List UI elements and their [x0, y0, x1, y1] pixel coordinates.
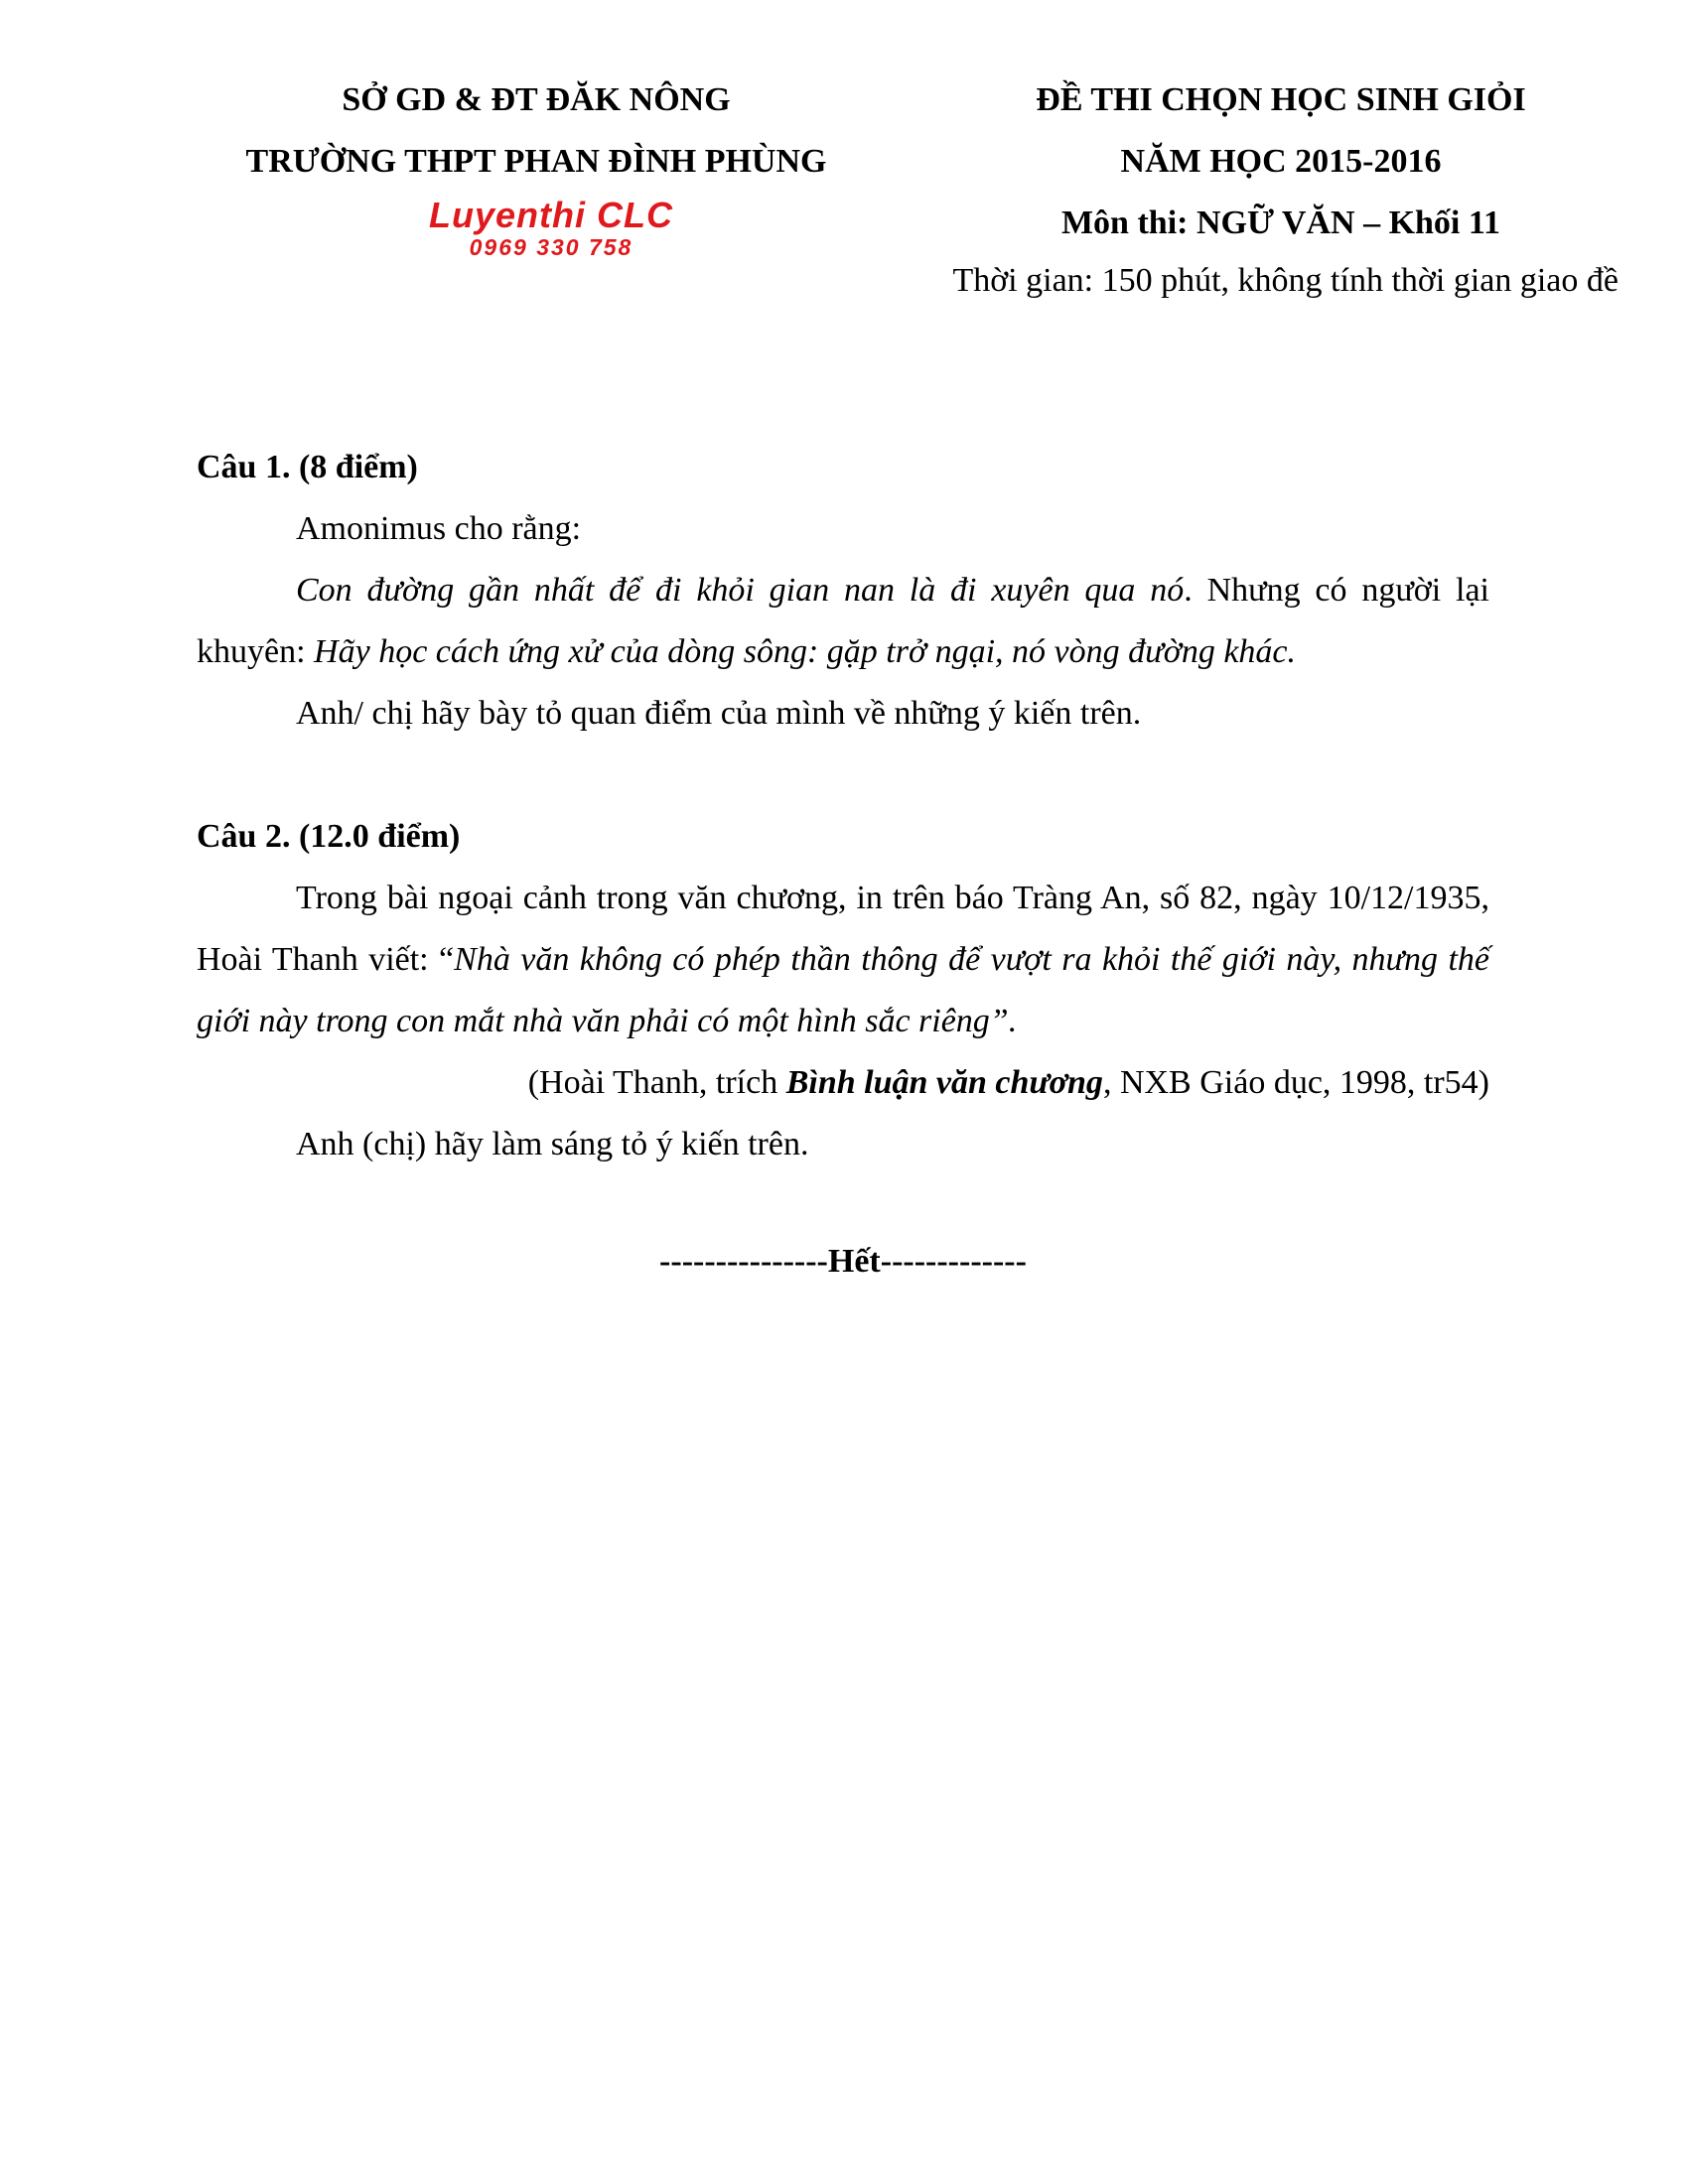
question-1-intro: Amonimus cho rằng: [296, 510, 582, 547]
question-1 [197, 437, 1489, 745]
question-2-title: Câu 2. (12.0 điểm) [197, 818, 461, 855]
exam-title: ĐỀ THI CHỌN HỌC SINH GIỎI [1036, 81, 1526, 118]
subject-line: Môn thi: NGỮ VĂN – Khối 11 [1060, 205, 1501, 241]
end-mark: ---------------Hết------------- [659, 1243, 1027, 1280]
luyenthi-logo [392, 197, 710, 260]
source-suffix: , NXB Giáo dục, 1998, tr54) [1102, 1064, 1489, 1101]
question-2 [197, 806, 1489, 1175]
exam-header [923, 69, 1638, 254]
school-name: TRƯỜNG THPT PHAN ĐÌNH PHÙNG [245, 143, 827, 180]
question-2-intro: Trong bài ngoại cảnh trong văn chương, in trên báo Tràng An, số 82, ngày 10/12/1935, Hoài Thanh viết: “ [197, 880, 1489, 978]
school-year: NĂM HỌC 2015-2016 [1120, 143, 1442, 180]
hoai-thanh-quote: Nhà văn không có phép thần thông để vượt ra khỏi thế giới này, nhưng thế giới này trong con mắt nhà văn phải có một hình sắc riêng”. [197, 941, 1490, 1039]
quote-connector: . Nhưng có người lại khuyên: [197, 572, 1489, 670]
question-2-body [197, 868, 1489, 1052]
source-prefix: (Hoài Thanh, trích [527, 1064, 786, 1101]
question-1-task: Anh/ chị hãy bày tỏ quan điểm của mình về những ý kiến trên. [296, 695, 1142, 732]
source-book-title: Bình luận văn chương [785, 1064, 1103, 1101]
quote-source [197, 1052, 1489, 1114]
question-1-quotes [197, 560, 1489, 683]
question-2-task: Anh (chị) hãy làm sáng tỏ ý kiến trên. [296, 1126, 809, 1162]
quote-2: Hãy học cách ứng xử của dòng sông: gặp trở ngại, nó vòng đường khác. [314, 633, 1297, 670]
department-name: SỞ GD & ĐT ĐĂK NÔNG [342, 81, 731, 118]
question-1-title: Câu 1. (8 điểm) [197, 449, 418, 485]
quote-1: Con đường gần nhất để đi khỏi gian nan là đi xuyên qua nó [296, 572, 1185, 609]
logo-name: Luyenthi CLC [429, 195, 673, 235]
logo-phone: 0969 330 758 [469, 234, 633, 260]
school-header [189, 69, 884, 193]
time-limit: Thời gian: 150 phút, không tính thời gian giao đề [952, 262, 1618, 299]
